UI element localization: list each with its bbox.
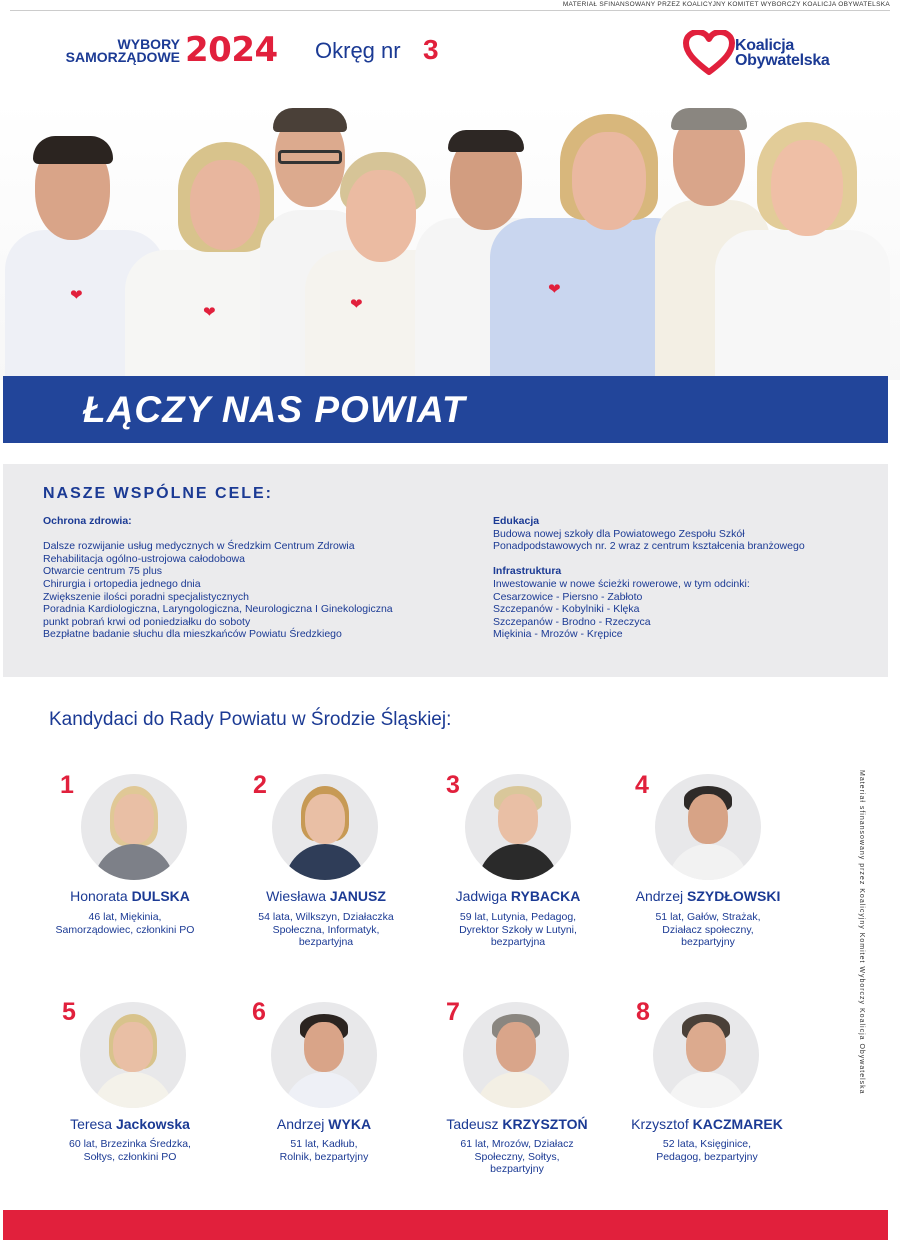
goal-item: Poradnia Kardiologiczna, Laryngologiczna, Neurologiczna I Ginekologiczna bbox=[43, 603, 393, 616]
candidate-description: 61 lat, Mrozów, Działacz Społeczny, Sołtys, bezpartyjny bbox=[460, 1138, 574, 1175]
heart-pin-icon: ❤ bbox=[70, 287, 83, 304]
election-year: 2024 bbox=[185, 30, 278, 70]
candidate-description: 51 lat, Kadłub, Rolnik, bezpartyjny bbox=[279, 1138, 369, 1163]
candidate-name: Andrzej SZYDŁOWSKI bbox=[635, 888, 781, 904]
goal-item: Budowa nowej szkoły dla Powiatowego Zespołu Szkół bbox=[493, 527, 745, 540]
goal-item: Ponadpodstawowych nr. 2 wraz z centrum kształcenia branżowego bbox=[493, 540, 805, 553]
candidate-photo bbox=[653, 1002, 759, 1108]
candidate-description: 52 lata, Księginice, Pedagog, bezpartyjny bbox=[656, 1138, 758, 1163]
heart-pin-icon: ❤ bbox=[548, 281, 561, 298]
candidate-number: 5 bbox=[62, 998, 76, 1026]
goals-title: NASZE WSPÓLNE CELE: bbox=[43, 485, 274, 502]
goal-item: Cesarzowice - Piersno - Zabłoto bbox=[493, 590, 643, 603]
bottom-banner bbox=[3, 1210, 888, 1240]
candidate-description: 60 lat, Brzezinka Średzka, Sołtys, członkini PO bbox=[69, 1138, 191, 1163]
candidate-number: 4 bbox=[635, 771, 649, 799]
candidate-photo bbox=[655, 774, 761, 880]
candidate-name: Wiesława JANUSZ bbox=[266, 888, 386, 904]
candidate-name: Andrzej WYKA bbox=[276, 1116, 372, 1132]
goal-item: Otwarcie centrum 75 plus bbox=[43, 565, 163, 578]
goal-item: Miękinia - Mrozów - Krępice bbox=[493, 628, 623, 641]
goal-item: Szczepanów - Brodno - Rzeczyca bbox=[493, 615, 651, 628]
heart-pin-icon: ❤ bbox=[203, 304, 216, 321]
candidate-photo bbox=[463, 1002, 569, 1108]
top-disclaimer: MATERIAŁ SFINANSOWANY PRZEZ KOALICYJNY KOMITET WYBORCZY KOALICJA OBYWATELSKA bbox=[10, 0, 890, 11]
candidate-photo bbox=[272, 774, 378, 880]
goal-item: Inwestowanie w nowe ścieżki rowerowe, w tym odcinki: bbox=[493, 577, 750, 590]
heart-icon bbox=[683, 30, 735, 76]
goal-item: Szczepanów - Kobylniki - Klęka bbox=[493, 603, 640, 616]
goal-item: Dalsze rozwijanie usług medycznych w Średzkim Centrum Zdrowia bbox=[43, 540, 355, 553]
logo-text bbox=[735, 38, 830, 68]
election-title-line2: SAMORZĄDOWE bbox=[65, 49, 180, 65]
candidate-number: 7 bbox=[446, 998, 460, 1026]
heart-pin-icon: ❤ bbox=[350, 296, 363, 313]
goals-section bbox=[3, 464, 888, 677]
candidate-name: Teresa Jackowska bbox=[70, 1116, 190, 1132]
candidate-name: Honorata DULSKA bbox=[70, 888, 190, 904]
goals-edu-infra-column bbox=[493, 515, 873, 641]
candidate-name: Krzysztof KACZMAREK bbox=[631, 1116, 783, 1132]
candidate-name: Jadwiga RYBACKA bbox=[455, 888, 581, 904]
goals-infrastructure-title: Infrastruktura bbox=[493, 565, 562, 578]
candidate-description: 54 lata, Wilkszyn, Działaczka Społeczna, Informatyk, bezpartyjna bbox=[258, 911, 394, 948]
goal-item: Bezpłatne badanie słuchu dla mieszkańców Powiatu Średzkiego bbox=[43, 628, 342, 641]
goal-item: Zwiększenie ilości poradni specjalistycznych bbox=[43, 590, 250, 603]
logo-text-line1: Koalicja bbox=[735, 37, 794, 54]
candidate-number: 8 bbox=[636, 998, 650, 1026]
candidate-photo bbox=[80, 1002, 186, 1108]
candidate-name: Tadeusz KRZYSZTOŃ bbox=[446, 1116, 588, 1132]
goals-education-title: Edukacja bbox=[493, 515, 540, 527]
slogan-banner bbox=[3, 376, 888, 443]
candidate-number: 2 bbox=[253, 771, 267, 799]
group-person bbox=[715, 100, 890, 380]
candidate-photo bbox=[81, 774, 187, 880]
candidate-description: 59 lat, Lutynia, Pedagog, Dyrektor Szkoły w Lutyni, bezpartyjna bbox=[459, 911, 577, 948]
election-title bbox=[36, 38, 180, 64]
candidate-description: 51 lat, Gałów, Strażak, Działacz społeczny, bezpartyjny bbox=[655, 911, 761, 948]
side-disclaimer: Materiał sfinansowany przez Koalicyjny Komitet Wyborczy Koalicja Obywatelska bbox=[858, 770, 865, 1095]
candidate-number: 6 bbox=[252, 998, 266, 1026]
goals-health-title: Ochrona zdrowia: bbox=[43, 515, 132, 527]
party-logo bbox=[683, 30, 853, 78]
district-label: Okręg nr bbox=[315, 38, 401, 63]
candidates-header: Kandydaci do Rady Powiatu w Środzie Śląskiej: bbox=[49, 709, 452, 730]
logo-text-line2: Obywatelska bbox=[735, 52, 830, 69]
election-title-line1: WYBORY bbox=[117, 36, 180, 52]
candidate-photo bbox=[465, 774, 571, 880]
goal-item: punkt pobrań krwi od poniedziałku do soboty bbox=[43, 615, 251, 628]
district-number: 3 bbox=[423, 34, 439, 65]
goal-item: Rehabilitacja ogólno-ustrojowa całodobowa bbox=[43, 552, 245, 565]
candidate-description: 46 lat, Miękinia, Samorządowiec, członkini PO bbox=[55, 911, 195, 936]
goals-health-column bbox=[43, 515, 463, 641]
group-photo bbox=[0, 100, 900, 380]
candidate-photo bbox=[271, 1002, 377, 1108]
goal-item: Chirurgia i ortopedia jednego dnia bbox=[43, 577, 201, 590]
candidate-number: 3 bbox=[446, 771, 460, 799]
slogan-text: ŁĄCZY NAS POWIAT bbox=[83, 389, 466, 430]
candidate-number: 1 bbox=[60, 771, 74, 799]
